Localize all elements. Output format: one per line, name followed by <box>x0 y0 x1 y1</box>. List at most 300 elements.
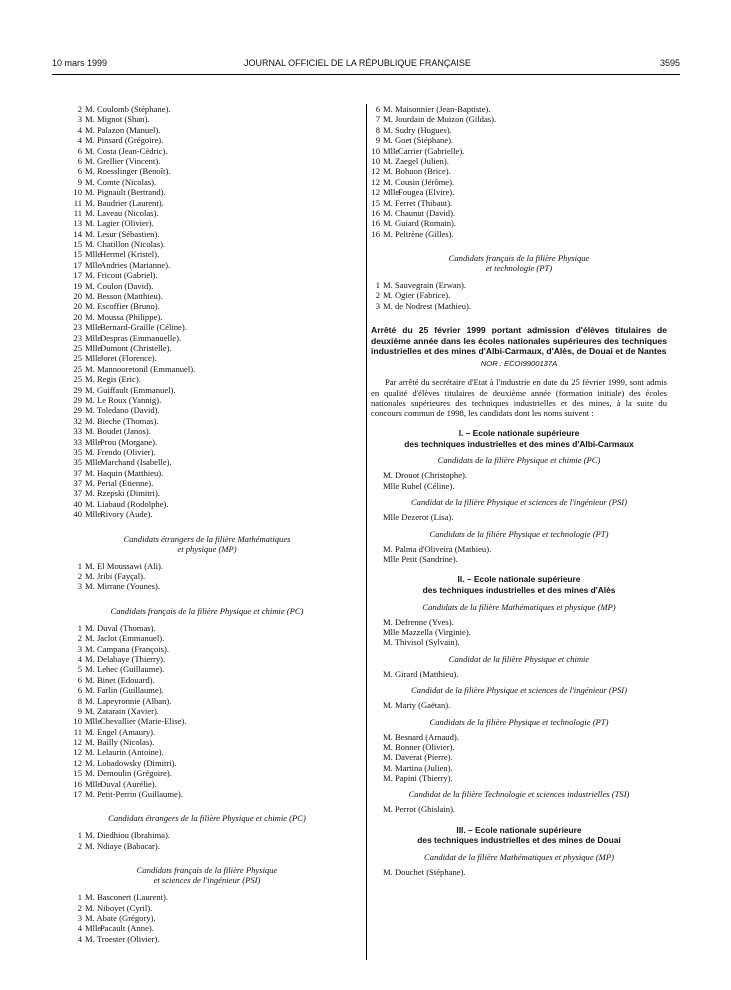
arrete-body: Par arrêté du secrétaire d'Etat à l'industrie en date du 25 février 1999, sont admis en qualité d'élèves titulaires de deuxième année (formation initiale) des écoles nationales supérieures des techniques industrielles et des mines, à la suite du concours commun de 1998, les candidats dont les noms suivent : <box>371 377 667 419</box>
candidate-name: M. Besson (Matthieu). <box>85 291 163 302</box>
title-mlle: Mlle <box>383 145 400 156</box>
list-item <box>62 737 352 747</box>
list-item <box>371 104 667 114</box>
candidate-name: M. Defrenne (Yves). <box>383 616 454 627</box>
nor-reference: NOR : ECOI9900137A <box>480 359 558 369</box>
right-column <box>371 104 667 877</box>
rank: 1 <box>77 622 82 633</box>
list-item <box>62 716 352 726</box>
title-mlle: Mlle <box>85 716 102 727</box>
rank: 25 <box>73 363 82 374</box>
list-item <box>62 685 352 695</box>
candidate-name: M. Petit-Perrin (Guillaume). <box>85 789 183 800</box>
list-item <box>62 405 352 415</box>
rank: 10 <box>371 145 380 156</box>
title-mlle: Mlle <box>85 259 102 270</box>
section-heading: Candidats de la filière Physique et chimie (PC) <box>437 455 601 466</box>
rank: 16 <box>371 218 380 229</box>
rank: 4 <box>77 124 82 135</box>
candidate-name: M. Lehec (Guillaume). <box>85 664 165 675</box>
list-item <box>62 270 352 280</box>
list-item <box>62 841 352 851</box>
rank: 1 <box>375 280 380 291</box>
rank: 25 <box>73 353 82 364</box>
section-heading: Candidats français de la filière Physique et sciences de l'ingénieur (PSI) <box>136 865 278 886</box>
rank: 3 <box>77 114 82 125</box>
candidate-name: M. Marty (Gaëtan). <box>383 700 451 711</box>
candidate-name: Joret (Florence). <box>100 353 157 364</box>
candidate-name: M. Bohuon (Brice). <box>383 166 451 177</box>
rank: 23 <box>73 322 82 333</box>
list-item <box>62 727 352 737</box>
list-item <box>62 633 352 643</box>
candidate-name: M. Abate (Grégory). <box>85 913 156 923</box>
page-number: 3595 <box>659 58 680 68</box>
candidate-name: M. Grellier (Vincent). <box>85 155 161 166</box>
rank: 20 <box>73 301 82 312</box>
rank: 20 <box>73 311 82 322</box>
left-column <box>62 104 352 944</box>
candidate-name: M. Jribi (Fayçal). <box>85 571 146 582</box>
list-item <box>62 499 352 509</box>
candidate-name: M. Mannooretonil (Emmanuel). <box>85 363 196 374</box>
section-heading: Candidats français de la filière Physique et technologie (PT) <box>448 253 590 274</box>
rank: 14 <box>73 228 82 239</box>
candidate-name: Mlle Rubel (Céline). <box>383 480 455 491</box>
candidate-name: M. de Nodrest (Mathieu). <box>383 300 472 311</box>
rank: 25 <box>73 374 82 385</box>
list-item <box>62 218 352 228</box>
rank: 1 <box>77 830 82 841</box>
rank: 35 <box>73 457 82 468</box>
rank: 17 <box>73 270 82 281</box>
candidate-name: M. Boudet (Janos). <box>85 426 151 437</box>
rank: 9 <box>77 176 82 187</box>
column-divider <box>366 104 367 960</box>
page-header <box>52 58 680 74</box>
title-mlle: Mlle <box>85 778 102 789</box>
section-heading: Candidat de la filière Physique et chimie <box>448 653 590 664</box>
list-item <box>371 301 667 311</box>
candidate-name: M. Girard (Matthieu). <box>383 668 459 679</box>
candidate-name: Despras (Emmanuelle). <box>100 332 182 343</box>
candidate-name: M. Duval (Thomas). <box>85 622 156 633</box>
rank: 16 <box>73 778 82 789</box>
rank: 4 <box>77 933 82 944</box>
title-mlle: Mlle <box>85 509 102 520</box>
rank: 15 <box>73 768 82 779</box>
candidate-name: M. Frendo (Olivier). <box>85 446 156 457</box>
list-item <box>62 789 352 799</box>
candidate-name: M. Niboyet (Cyril). <box>85 902 153 913</box>
candidate-name: M. Palazon (Manuel). <box>85 124 161 135</box>
list-item <box>62 706 352 716</box>
candidate-name: M. Bieche (Thomas). <box>85 415 159 426</box>
school-title: I. – Ecole nationale supérieure des techniques industrielles et des mines d'Albi-Carmaux <box>404 428 634 449</box>
candidate-name: M. Delabaye (Thierry). <box>85 653 166 664</box>
candidate-name: M. Perrot (Ghislain). <box>383 804 456 815</box>
candidate-name: Bernard-Graille (Céline). <box>100 322 187 333</box>
rank: 2 <box>77 104 82 114</box>
rank: 37 <box>73 467 82 478</box>
list-item <box>62 571 352 581</box>
section-heading: Candidats de la filière Mathématiques et physique (MP) <box>422 601 616 612</box>
list-item <box>371 146 667 156</box>
rank: 32 <box>73 415 82 426</box>
rank: 6 <box>375 104 380 114</box>
candidate-name: Fougea (Elvire). <box>398 187 455 198</box>
list-item <box>371 156 667 166</box>
section-heading: Candidat de la filière Mathématiques et physique (MP) <box>424 852 614 863</box>
rank: 15 <box>371 197 380 208</box>
candidate-name: M. Binet (Edouard). <box>85 674 155 685</box>
rank: 13 <box>73 218 82 229</box>
list-item <box>371 125 667 135</box>
section-heading: Candidats étrangers de la filière Mathématiques et physique (MP) <box>123 533 291 554</box>
candidate-name: M. Drouot (Christophe). <box>383 470 468 481</box>
rank: 3 <box>77 913 82 923</box>
rank: 10 <box>73 716 82 727</box>
list-item <box>62 322 352 332</box>
candidate-name: M. Escoffier (Bruno). <box>85 301 160 312</box>
rank: 29 <box>73 405 82 416</box>
candidate-name: M. Douchet (Stéphane). <box>383 867 466 878</box>
rank: 40 <box>73 498 82 509</box>
list-item <box>62 146 352 156</box>
candidate-name: M. Bailly (Nicolas). <box>85 737 155 748</box>
pt-section <box>371 253 667 311</box>
list-item <box>62 581 352 591</box>
list-item <box>62 561 352 571</box>
list-item <box>62 374 352 384</box>
rank: 12 <box>371 166 380 177</box>
rank: 37 <box>73 488 82 499</box>
list-item <box>62 913 352 923</box>
list-item <box>62 488 352 498</box>
list-item <box>62 156 352 166</box>
rank: 33 <box>73 436 82 447</box>
list-item <box>371 177 667 187</box>
candidate-name: M. Daverat (Pierre). <box>383 752 453 763</box>
candidate-name: M. Ferret (Thibaut). <box>383 197 453 208</box>
candidate-name: M. Troester (Olivier). <box>85 933 160 944</box>
candidate-name: M. Martina (Julien). <box>383 762 453 773</box>
issue-date: 10 mars 1999 <box>52 58 108 68</box>
candidate-name: M. Guiard (Romain). <box>383 218 457 229</box>
candidate-name: M. Chaunut (David). <box>383 207 456 218</box>
rank: 33 <box>73 426 82 437</box>
rank: 6 <box>77 685 82 696</box>
rank: 4 <box>77 135 82 146</box>
rank: 11 <box>73 207 82 218</box>
list-item <box>62 892 352 902</box>
title-mlle: Mlle <box>85 436 102 447</box>
rank: 2 <box>77 840 82 851</box>
candidate-name: M. Goet (Stéphane). <box>383 135 454 146</box>
list-item <box>62 768 352 778</box>
list-item <box>371 290 667 300</box>
candidate-name: M. Ogier (Fabrice). <box>383 290 451 301</box>
rank: 19 <box>73 280 82 291</box>
rank: 8 <box>375 124 380 135</box>
candidate-name: M. Palma d'Oliveira (Mathieu). <box>383 543 492 554</box>
candidate-name: M. Diedhiou (Ibrahima). <box>85 830 170 841</box>
candidate-list <box>62 104 352 520</box>
candidate-name: Dumont (Christelle). <box>100 342 172 353</box>
candidate-name: M. Ndiaye (Babacar). <box>85 840 160 851</box>
candidate-name: M. Jourdain de Muizon (Gildas). <box>383 114 497 125</box>
candidate-name: M. El Moussawi (Ali). <box>85 560 164 571</box>
rank: 15 <box>73 249 82 260</box>
list-item <box>371 280 667 290</box>
rank: 3 <box>77 643 82 654</box>
title-mlle: Mlle <box>85 322 102 333</box>
section-heading: Candidats de la filière Physique et technologie (PT) <box>429 528 609 539</box>
school-title: III. – Ecole nationale supérieure des techniques industrielles et des mines de Douai <box>417 824 621 846</box>
candidate-name: M. Besnard (Arnaud). <box>383 731 459 742</box>
rank: 12 <box>371 176 380 187</box>
rank: 10 <box>73 187 82 198</box>
rank: 5 <box>77 664 82 675</box>
rank: 15 <box>73 239 82 250</box>
list-item <box>62 696 352 706</box>
list-item <box>62 353 352 363</box>
list-item <box>62 830 352 840</box>
list-item <box>62 187 352 197</box>
list-item <box>371 229 667 239</box>
list-item <box>62 426 352 436</box>
candidate-name: M. Roesslinger (Benoît). <box>85 166 171 177</box>
rank: 4 <box>77 653 82 664</box>
candidate-name: M. Costa (Jean-Cédric). <box>85 145 168 156</box>
rank: 2 <box>77 902 82 913</box>
rank: 2 <box>77 633 82 644</box>
list-item <box>371 187 667 197</box>
candidate-list <box>62 892 352 944</box>
list-item <box>62 457 352 467</box>
list-item <box>62 125 352 135</box>
section-heading: Candidats de la filière Physique et technologie (PT) <box>429 716 609 727</box>
candidate-name: Prou (Morgane). <box>100 436 158 447</box>
candidate-name: M. Lapeyronnie (Alban). <box>85 695 172 706</box>
rank: 11 <box>73 197 82 208</box>
section-heading: Candidats français de la filière Physique et chimie (PC) <box>110 605 304 616</box>
list-item <box>62 468 352 478</box>
rank: 6 <box>77 145 82 156</box>
rank: 25 <box>73 342 82 353</box>
rank: 35 <box>73 446 82 457</box>
candidate-name: M. Coulomb (Stéphane). <box>85 104 171 114</box>
ranked-list <box>371 104 667 239</box>
list-item <box>62 644 352 654</box>
candidate-name: M. Lagier (Olivier). <box>85 218 154 229</box>
list-item <box>62 758 352 768</box>
list-item <box>62 747 352 757</box>
candidate-name: M. Zatarain (Xavier). <box>85 705 159 716</box>
rank: 2 <box>77 571 82 582</box>
rank: 9 <box>77 705 82 716</box>
candidate-name: M. Mignot (Shan). <box>85 114 150 125</box>
title-mlle: Mlle <box>85 342 102 353</box>
section-heading: Candidat de la filière Physique et sciences de l'ingénieur (PSI) <box>410 685 628 696</box>
list-item <box>62 135 352 145</box>
list-item <box>62 923 352 933</box>
rank: 16 <box>371 207 380 218</box>
candidate-name: M. Pinsard (Grégoire). <box>85 135 164 146</box>
candidate-name: M. Laveau (Nicolas). <box>85 207 159 218</box>
rank: 2 <box>375 290 380 301</box>
list-item <box>62 208 352 218</box>
list-item <box>62 333 352 343</box>
section-heading: Candidat de la filière Technologie et sciences industrielles (TSI) <box>408 789 630 800</box>
rank: 29 <box>73 384 82 395</box>
rank: 4 <box>77 923 82 934</box>
list-item <box>62 416 352 426</box>
list-item <box>62 177 352 187</box>
candidate-name: M. Lobadowsky (Dimitri). <box>85 757 177 768</box>
candidate-list <box>62 561 352 592</box>
candidate-name: M. Haquin (Matthieu). <box>85 467 164 478</box>
rank: 8 <box>77 695 82 706</box>
rank: 12 <box>73 747 82 758</box>
rank: 17 <box>73 259 82 270</box>
rank: 37 <box>73 478 82 489</box>
candidate-name: M. Campana (François). <box>85 643 170 654</box>
candidate-name: M. Guiffault (Emmanuel). <box>85 384 176 395</box>
candidate-name: Andries (Marianne). <box>100 259 171 270</box>
rank: 3 <box>77 581 82 592</box>
rank: 1 <box>77 892 82 903</box>
candidate-name: M. Cousin (Jérôme). <box>383 176 455 187</box>
list-item <box>371 166 667 176</box>
rank: 12 <box>73 757 82 768</box>
list-item <box>62 903 352 913</box>
candidate-name: M. Zaegel (Julien). <box>383 155 449 166</box>
list-item <box>62 312 352 322</box>
list-item <box>62 281 352 291</box>
candidate-name: M. Fricout (Gabriel). <box>85 270 158 281</box>
list-item <box>62 364 352 374</box>
list-item <box>62 343 352 353</box>
list-item <box>62 166 352 176</box>
header-rule <box>52 74 680 75</box>
list-item <box>62 654 352 664</box>
rank: 3 <box>375 300 380 311</box>
rank: 1 <box>77 560 82 571</box>
candidate-name: M. Sudry (Hugues). <box>383 124 452 135</box>
title-mlle: Mlle <box>85 353 102 364</box>
candidate-name: M. Mirrane (Younes). <box>85 581 161 592</box>
list-item <box>371 114 667 124</box>
list-item <box>62 291 352 301</box>
candidate-name: Marchand (Isabelle). <box>100 457 172 468</box>
rank: 9 <box>375 135 380 146</box>
candidate-name: M. Farlin (Guillaume). <box>85 685 164 696</box>
candidate-name: Rivory (Aude). <box>100 509 153 520</box>
rank: 17 <box>73 789 82 800</box>
candidate-name: M. Sauvegrain (Erwan). <box>383 280 467 291</box>
rank: 6 <box>77 166 82 177</box>
candidate-name: Mlle Dezerot (Lisa). <box>383 512 454 523</box>
list-item <box>62 114 352 124</box>
list-item <box>62 239 352 249</box>
candidate-name: Pacault (Anne). <box>100 923 154 934</box>
candidate-name: M. Basconert (Laurent). <box>85 892 169 903</box>
candidate-name: M. Coulon (David). <box>85 280 154 291</box>
list-item <box>62 104 352 114</box>
candidate-name: M. Perial (Etienne). <box>85 478 154 489</box>
list-item <box>62 675 352 685</box>
candidate-list <box>62 830 352 851</box>
list-item <box>62 447 352 457</box>
candidate-list <box>62 623 352 800</box>
list-item <box>371 135 667 145</box>
candidate-name: Mlle Petit (Sandrine). <box>383 554 458 564</box>
rank: 12 <box>371 187 380 198</box>
list-item <box>62 437 352 447</box>
rank: 7 <box>375 114 380 125</box>
list-item <box>62 934 352 944</box>
arrete-title: Arrêté du 25 février 1999 portant admission d'élèves titulaires de deuxième année dans les écoles nationales supérieures des techniques industrielles et des mines d'Albi-Carmaux, d'Alès, de Douai et de Nantes <box>371 325 667 357</box>
rank: 10 <box>371 155 380 166</box>
candidate-name: M. Comte (Nicolas). <box>85 176 157 187</box>
title-mlle: Mlle <box>85 457 102 468</box>
journal-title: JOURNAL OFFICIEL DE LA RÉPUBLIQUE FRANÇAISE <box>244 58 471 68</box>
rank: 16 <box>371 228 380 239</box>
title-mlle: Mlle <box>85 249 102 260</box>
candidate-name: M. Toledano (David). <box>85 405 160 416</box>
list-item <box>371 218 667 228</box>
rank: 11 <box>73 726 82 737</box>
list-item <box>62 229 352 239</box>
candidate-name: M. Baudrier (Laurent). <box>85 197 164 208</box>
list-item <box>62 509 352 519</box>
candidate-name: Duval (Aurélie). <box>100 778 157 789</box>
list-item <box>62 664 352 674</box>
list-item <box>62 301 352 311</box>
rank: 12 <box>73 737 82 748</box>
rank: 29 <box>73 394 82 405</box>
rank: 40 <box>73 509 82 520</box>
list-item <box>62 198 352 208</box>
candidate-name: M. Engel (Amaury). <box>85 726 156 737</box>
list-item <box>62 385 352 395</box>
title-mlle: Mlle <box>383 187 400 198</box>
list-item <box>371 198 667 208</box>
rank: 6 <box>77 155 82 166</box>
candidate-name: M. Lelaurin (Antoine). <box>85 747 164 758</box>
list-item <box>62 623 352 633</box>
list-item <box>62 478 352 488</box>
candidate-name: Carrier (Gabrielle). <box>398 145 465 156</box>
section-heading: Candidats étrangers de la filière Physique et chimie (PC) <box>108 813 306 824</box>
candidate-name: M. Bonner (Olivier). <box>383 741 455 752</box>
candidate-name: M. Lesur (Sébastien). <box>85 228 160 239</box>
candidate-name: M. Thivisol (Sylvain). <box>383 637 460 648</box>
candidate-name: M. Demoulin (Grégoire). <box>85 768 172 779</box>
candidate-name: M. Jaclot (Emmanuel). <box>85 633 165 644</box>
candidate-name: M. Moussa (Philippe). <box>85 311 163 322</box>
candidate-name: M. Regis (Eric). <box>85 374 141 385</box>
candidate-name: M. Pignault (Bertrand). <box>85 187 166 198</box>
list-item <box>62 260 352 270</box>
rank: 23 <box>73 332 82 343</box>
candidate-name: M. Peltrène (Gilles). <box>383 228 454 239</box>
candidate-list <box>371 280 667 311</box>
candidate-name: M. Rzepski (Dimitri). <box>85 488 160 499</box>
candidate-name: Chevallier (Marie-Elise). <box>100 716 187 727</box>
list-item <box>62 779 352 789</box>
